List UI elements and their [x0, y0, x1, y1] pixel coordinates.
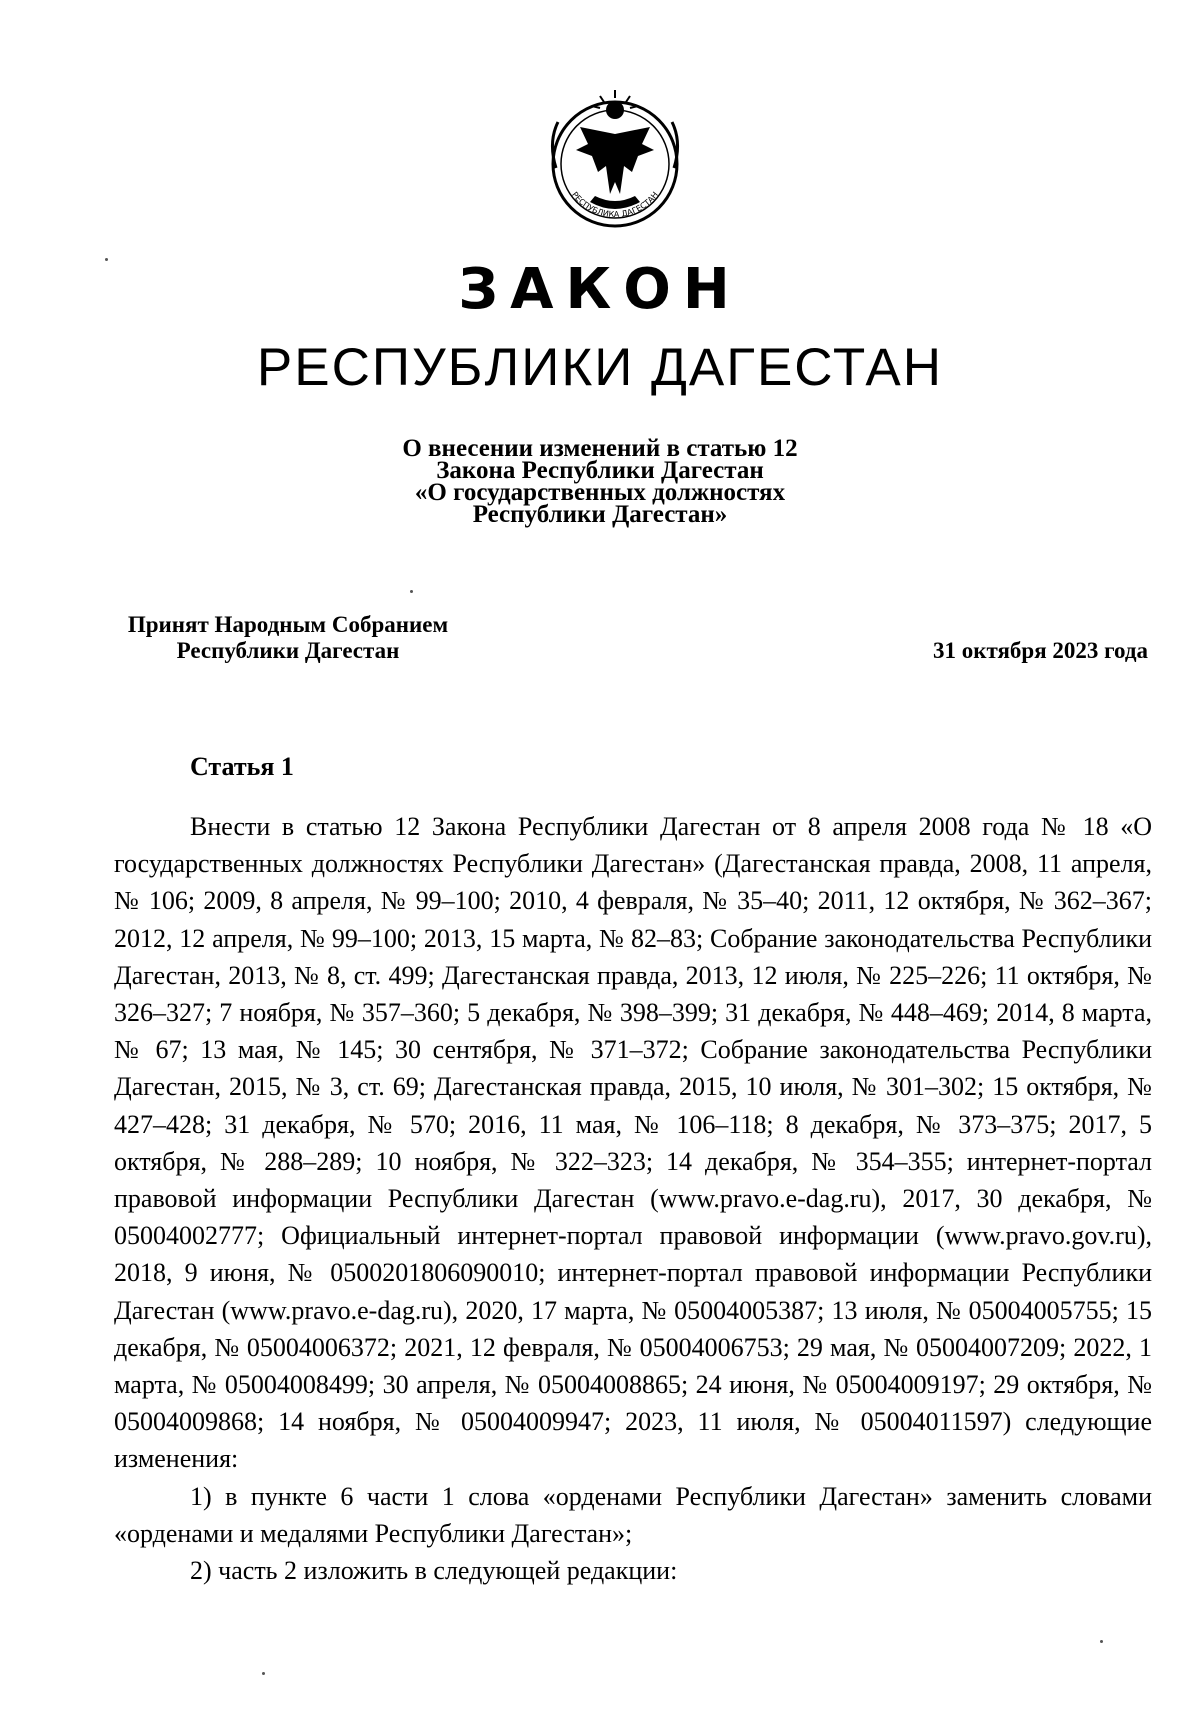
document-subtitle: РЕСПУБЛИКИ ДАГЕСТАН	[256, 338, 944, 397]
adoption-line: Принят Народным Собранием	[127, 612, 449, 637]
dagestan-coat-of-arms-icon	[540, 82, 690, 232]
subject-line: О внесении изменений в статью 12	[402, 435, 798, 462]
law-subject	[0, 435, 1200, 528]
article-heading: Статья 1	[190, 752, 294, 781]
adoption-block	[118, 612, 458, 664]
article-paragraph: 2) часть 2 изложить в следующей редакции:	[190, 1556, 678, 1586]
article-body	[114, 808, 1152, 1589]
adoption-line: Республики Дагестан	[176, 638, 400, 663]
subject-line: Республики Дагестан»	[472, 501, 728, 528]
document-title: ЗАКОН	[458, 257, 742, 322]
article-paragraph: Внести в статью 12 Закона Республики Дагестан от 8 апреля 2008 года № 18 «О государственных должностях Республики Дагестан» (Дагестанская правда, 2008, 11 апреля, № 106; 2009, 8 апреля, № 99–100; 2010, 4 февраля, № 35–40; 2011, 12 октября, № 362–367; 2012, 12 апреля, № 99–100; 2013, 15 марта, № 82–83; Собрание законодательства Республики Дагестан, 2013, № 8, ст. 499; Дагестанская правда, 2013, 12 июля, № 225–226; 11 октября, № 326–327; 7 ноября, № 357–360; 5 декабря, № 398–399; 31 декабря, № 448–469; 2014, 8 марта, № 67; 13 мая, № 145; 30 сентября, № 371–372; Собрание законодательства Республики Дагестан, 2015, № 3, ст. 69; Дагестанская правда, 2015, 10 июля, № 301–302; 15 октября, № 427–428; 31 декабря, № 570; 2016, 11 мая, № 106–118; 8 декабря, № 373–375; 2017, 5 октября, № 288–289; 10 ноября, № 322–323; 14 декабря, № 354–355; интернет-портал правовой информации Республики Дагестан (www.pravo.e-dag.ru), 2017, 30 декабря, № 05004002777; Официальный интернет-портал правовой информации (www.pravo.gov.ru), 2018, 9 июня, № 0500201806090010; интернет-портал правовой информации Республики Дагестан (www.pravo.e-dag.ru), 2020, 17 марта, № 05004005387; 13 июля, № 05004005755; 15 декабря, № 05004006372; 2021, 12 февраля, № 05004006753; 29 мая, № 05004007209; 2022, 1 марта, № 05004008499; 30 апреля, № 05004008865; 24 июня, № 05004009197; 29 октября, № 05004009868; 14 ноября, № 05004009947; 2023, 11 июля, № 05004011597) следующие изменения:	[114, 812, 1152, 1474]
scan-speck	[1100, 1640, 1103, 1643]
emblem-ring-text: РЕСПУБЛИКА ДАГЕСТАН	[570, 190, 660, 220]
scan-speck	[262, 1672, 265, 1675]
scan-speck	[410, 590, 413, 593]
adoption-date: 31 октября 2023 года	[932, 638, 1148, 663]
article-paragraph: 1) в пункте 6 части 1 слова «орденами Республики Дагестан» заменить словами «орденами и медалями Республики Дагестан»;	[114, 1481, 1152, 1548]
scan-speck	[105, 258, 108, 261]
subject-line: «О государственных должностях	[414, 479, 786, 506]
subject-line: Закона Республики Дагестан	[436, 457, 764, 484]
